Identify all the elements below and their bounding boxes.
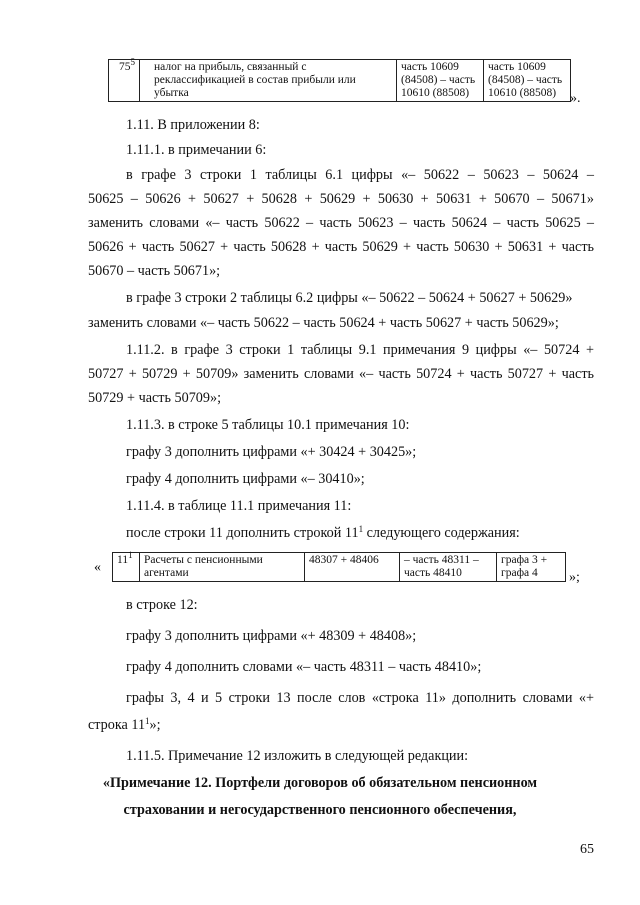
- page-number: 65: [580, 842, 594, 857]
- column-4-cell: – часть 48311 – часть 48410: [400, 553, 497, 582]
- paragraph-1-11-2: 1.11.2. в графе 3 строки 1 таблицы 9.1 примечания 9 цифры «– 50724 +: [126, 342, 594, 358]
- text-line: в графе 3 строки 2 таблицы 6.2 цифры «– 50622 – 50624 + 50627 + 50629»: [126, 290, 573, 306]
- row-name-cell: Расчеты с пенсионными агентами: [140, 553, 305, 582]
- row-number-cell: $75^5$: [109, 60, 140, 102]
- paragraph-1-11-5: 1.11.5. Примечание 12 изложить в следующей редакции:: [126, 748, 469, 764]
- text-line: 50727 + 50729 + 50709» заменить словами «– часть 50724 + часть 50727 + часть: [88, 366, 594, 382]
- column-3-cell: 48307 + 48406: [305, 553, 400, 582]
- text-line: строка $11^1$»;: [88, 716, 161, 733]
- row-number-cell: $11^1$: [113, 553, 140, 582]
- text-line: в графе 3 строки 1 таблицы 6.1 цифры «– 50622 – 50623 – 50624 –: [126, 167, 594, 183]
- table-row-11-1: [112, 552, 566, 582]
- text-line: 50729 + часть 50709»;: [88, 390, 222, 406]
- text-line: 50670 – часть 50671»;: [88, 263, 221, 279]
- text-line: заменить словами «– часть 50622 – часть 50623 – часть 50624 – часть 50625 –: [88, 215, 594, 231]
- note-12-heading-line-1: «Примечание 12. Портфели договоров об обязательном пенсионном: [102, 775, 538, 791]
- text-line: 50625 – 50626 + 50627 + 50628 + 50629 + 50630 + 50631 + 50670 – 50671»: [88, 191, 594, 207]
- column-4-cell: часть 10609 (84508) – часть 10610 (88508): [484, 60, 571, 102]
- text-line: заменить словами «– часть 50622 – часть 50624 + часть 50627 + часть 50629»;: [88, 315, 559, 331]
- column-3-cell: часть 10609 (84508) – часть 10610 (88508): [397, 60, 484, 102]
- table-row-75-5: [108, 59, 571, 102]
- paragraph-1-11-3: 1.11.3. в строке 5 таблицы 10.1 примечания 10:: [126, 417, 410, 433]
- text-line: графы 3, 4 и 5 строки 13 после слов «строка 11» дополнить словами «+: [126, 690, 594, 706]
- column-5-cell: графа 3 + графа 4: [497, 553, 566, 582]
- text-line: графу 4 дополнить цифрами «– 30410»;: [126, 471, 365, 487]
- note-12-heading-line-2: страховании и негосударственного пенсионного обеспечения,: [123, 802, 517, 818]
- paragraph-1-11-1: 1.11.1. в примечании 6:: [126, 142, 267, 158]
- opening-quote: «: [94, 560, 101, 575]
- paragraph-1-11-4: 1.11.4. в таблице 11.1 примечания 11:: [126, 498, 352, 514]
- text-line: графу 3 дополнить цифрами «+ 30424 + 30425»;: [126, 444, 417, 460]
- closing-quote: ».: [570, 91, 581, 106]
- text-line: после строки 11 дополнить строкой $11^1$ следующего содержания:: [126, 524, 520, 541]
- text-line: в строке 12:: [126, 597, 198, 613]
- text-line: графу 4 дополнить словами «– часть 48311 – часть 48410»;: [126, 659, 482, 675]
- text-line: графу 3 дополнить цифрами «+ 48309 + 48408»;: [126, 628, 417, 644]
- paragraph-1-11: 1.11. В приложении 8:: [126, 117, 260, 133]
- text-line: 50626 + часть 50627 + часть 50628 + часть 50629 + часть 50630 + 50631 + часть: [88, 239, 594, 255]
- closing-quote: »;: [569, 570, 580, 585]
- row-name-cell: налог на прибыль, связанный с реклассификацией в состав прибыли или убытка: [140, 60, 397, 102]
